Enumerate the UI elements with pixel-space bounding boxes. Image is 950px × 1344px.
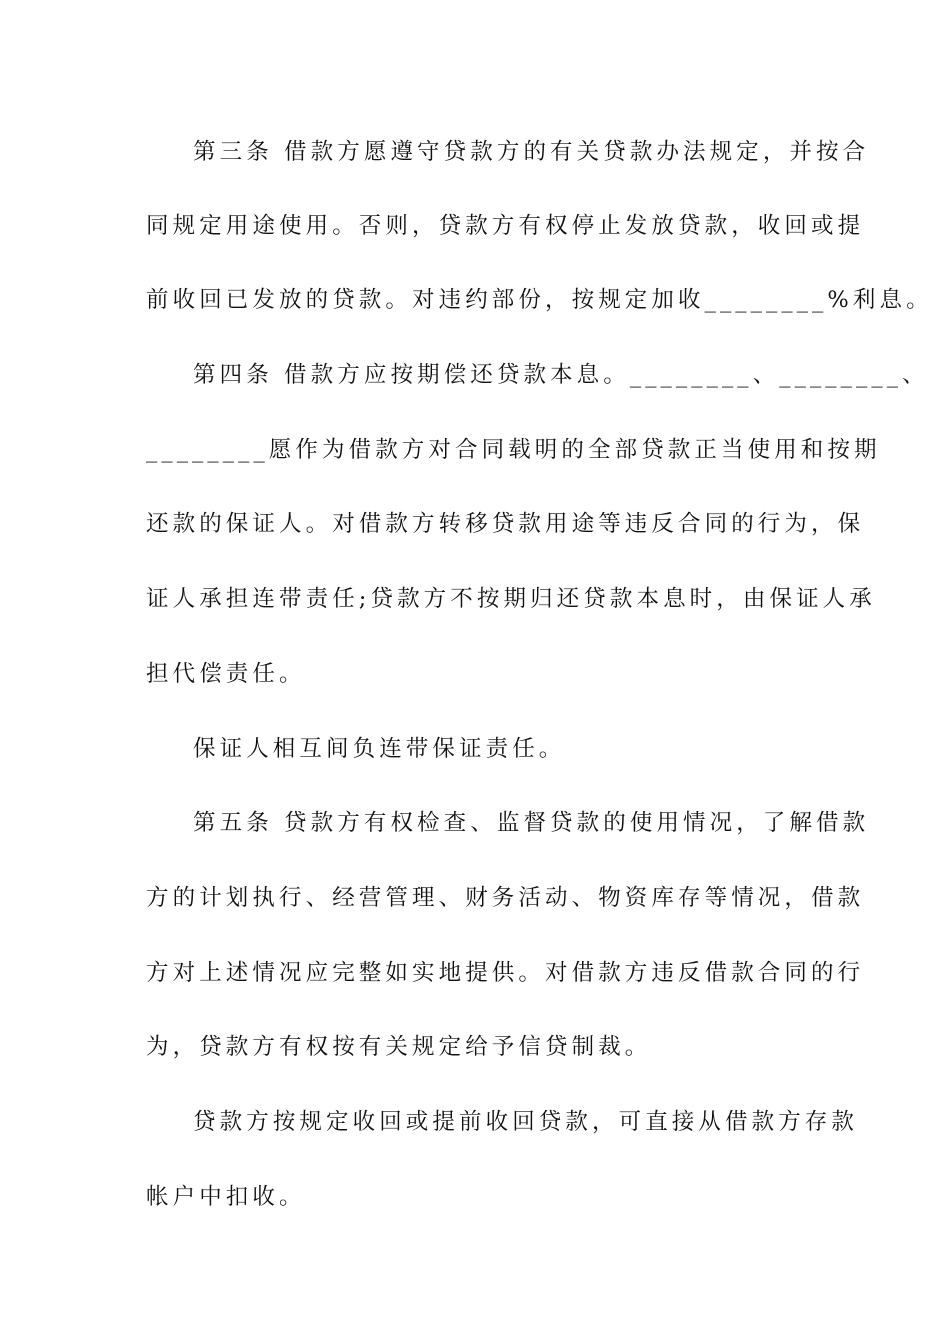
- article-5-line-2: 方的计划执行、经营管理、财务活动、物资库存等情况，借款: [146, 885, 865, 911]
- article-4-line-4: 证人承担连带责任;贷款方不按期归还贷款本息时，由保证人承: [146, 586, 876, 612]
- article-5-line-1: 第五条 贷款方有权检查、监督贷款的使用情况，了解借款: [193, 810, 870, 836]
- deduction-paragraph-line-1: 贷款方按规定收回或提前收回贷款，可直接从借款方存款: [193, 1109, 859, 1135]
- article-4-line-5: 担代偿责任。: [146, 661, 306, 687]
- article-3-line-1: 第三条 借款方愿遵守贷款方的有关贷款办法规定，并按合: [193, 139, 870, 165]
- article-4-line-2: ________愿作为借款方对合同载明的全部贷款正当使用和按期: [146, 437, 881, 463]
- article-4-line-3: 还款的保证人。对借款方转移贷款用途等违反合同的行为，保: [146, 511, 865, 537]
- guarantor-paragraph: 保证人相互间负连带保证责任。: [193, 736, 566, 762]
- article-3-line-2: 同规定用途使用。否则，贷款方有权停止发放贷款，收回或提: [146, 213, 865, 239]
- deduction-paragraph-line-2: 帐户中扣收。: [146, 1184, 306, 1210]
- article-4-line-1: 第四条 借款方应按期偿还贷款本息。________、________、: [193, 362, 929, 388]
- article-5-line-3: 方对上述情况应完整如实地提供。对借款方违反借款合同的行: [146, 960, 865, 986]
- article-5-line-4: 为，贷款方有权按有关规定给予信贷制裁。: [146, 1034, 652, 1060]
- article-3-line-3: 前收回已发放的贷款。对违约部份，按规定加收________%利息。: [146, 287, 933, 313]
